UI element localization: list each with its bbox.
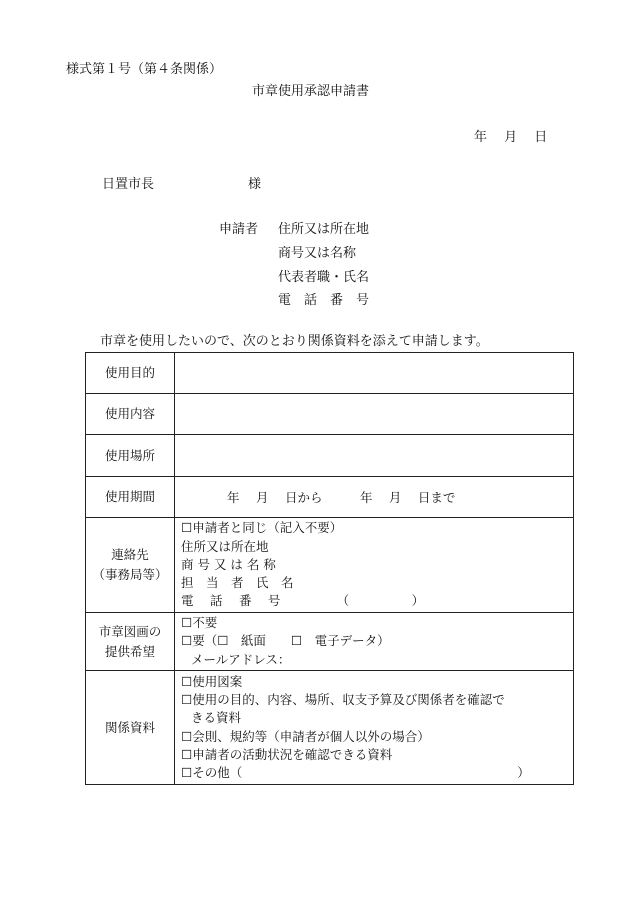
purpose-label: 使用目的 (86, 353, 175, 394)
row-content (86, 394, 574, 435)
contact-phone-label: 電 話 番 号 （ ） (181, 593, 425, 609)
contact-field[interactable] (175, 518, 574, 613)
applicant-name-label: 商号又は名称 (278, 246, 357, 261)
doc-rules-checkbox[interactable]: ☐会則、規約等（申請者が個人以外の場合） (181, 728, 430, 744)
contact-label-sub: （事務局等） (92, 567, 168, 582)
logo-request-label-cell (86, 613, 175, 671)
document-title: 市章使用承認申請書 (252, 84, 370, 99)
row-logo-request (86, 613, 574, 671)
applicant-address-label: 住所又は所在地 (278, 222, 370, 237)
doc-activity-checkbox[interactable]: ☐申請者の活動状況を確認できる資料 (181, 746, 393, 762)
contact-label: 連絡先 (111, 547, 149, 562)
addressee-honorific: 様 (248, 177, 262, 192)
applicant-representative-label: 代表者職・氏名 (278, 270, 370, 285)
addressee-mayor: 日置市長 (102, 177, 155, 192)
place-field[interactable] (175, 435, 574, 477)
form-number: 様式第１号（第４条関係） (66, 62, 223, 77)
doc-design-checkbox[interactable]: ☐使用図案 (181, 673, 243, 689)
content-label: 使用内容 (86, 394, 175, 435)
row-purpose (86, 353, 574, 394)
documents-label: 関係資料 (86, 671, 175, 785)
logo-request-label-sub: 提供希望 (104, 643, 155, 659)
email-address-label: メールアドレス： (191, 651, 291, 667)
row-place (86, 435, 574, 477)
period-field[interactable] (175, 477, 574, 518)
logo-not-needed-checkbox[interactable]: ☐不要 (181, 615, 218, 631)
logo-request-label: 市章図画の (98, 623, 162, 639)
row-period (86, 477, 574, 518)
row-documents (86, 671, 574, 785)
contact-same-checkbox[interactable]: ☐申請者と同じ（記入不要） (181, 520, 343, 536)
doc-purpose-checkbox[interactable]: ☐使用の目的、内容、場所、収支予算及び関係者を確認で (181, 691, 505, 707)
logo-request-field[interactable] (175, 613, 574, 671)
row-contact (86, 518, 574, 613)
contact-name-label: 商 号 又 は 名 称 (181, 556, 276, 572)
documents-field[interactable] (175, 671, 574, 785)
date-line: 年 月 日 (474, 130, 548, 145)
period-value: 年 月 日から 年 月 日まで (227, 490, 456, 505)
contact-person-label: 担 当 者 氏 名 (181, 575, 294, 591)
doc-purpose-continued: きる資料 (191, 710, 242, 726)
doc-other-checkbox[interactable]: ☐その他（ ） (181, 765, 530, 781)
applicant-phone-label: 電 話 番 号 (278, 293, 370, 308)
applicant-label: 申請者 (219, 222, 259, 237)
period-label: 使用期間 (86, 477, 175, 518)
intro-text: 市章を使用したいので、次のとおり関係資料を添えて申請します。 (100, 334, 489, 349)
place-label: 使用場所 (86, 435, 175, 477)
contact-label-cell (86, 518, 175, 613)
content-field[interactable] (175, 394, 574, 435)
application-table (85, 352, 574, 785)
purpose-field[interactable] (175, 353, 574, 394)
logo-needed-checkbox[interactable]: ☐要（☐ 紙面 ☐ 電子データ） (181, 633, 390, 649)
contact-address-label: 住所又は所在地 (181, 538, 269, 554)
